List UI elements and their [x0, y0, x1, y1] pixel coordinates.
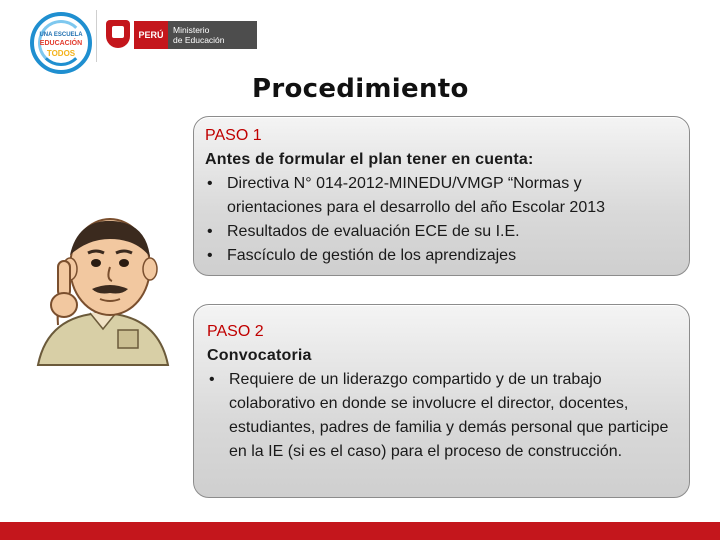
ministry-line-2: de Educación	[173, 35, 225, 45]
step-2-content	[207, 320, 675, 464]
footer-bar	[0, 522, 720, 540]
step-1-list	[205, 172, 675, 268]
step-1-content	[205, 124, 675, 268]
badge-line-1: UNA ESCUELA	[39, 32, 83, 38]
educacion-badge-logo	[30, 12, 92, 74]
teacher-character-illustration	[18, 205, 188, 375]
peru-label: PERÚ	[134, 21, 168, 49]
step-1-subtitle: Antes de formular el plan tener en cuenta:	[205, 151, 534, 168]
coat-of-arms-icon	[106, 20, 130, 48]
step-2-subtitle: Convocatoria	[207, 347, 312, 364]
step-1-item: • Resultados de evaluación ECE de su I.E.	[205, 220, 675, 244]
header-divider	[96, 10, 97, 62]
step-2-list	[207, 368, 675, 464]
step-1-label: PASO 1	[205, 127, 262, 144]
badge-line-3: TODOS	[46, 49, 76, 58]
step-1-item: • Directiva N° 014-2012-MINEDU/VMGP “Normas y orientaciones para el desarrollo del año Escolar 2013	[205, 172, 675, 220]
step-2-label: PASO 2	[207, 323, 264, 340]
ministry-label	[168, 21, 257, 49]
page-title: Procedimiento	[252, 74, 469, 104]
step-2-item: • Requiere de un liderazgo compartido y de un trabajo colaborativo en donde se involucre el director, docentes, estudiantes, padres de familia y demás personal que participe en la IE (si es el caso) para el proceso de construcción.	[207, 368, 675, 464]
step-1-item: • Fascículo de gestión de los aprendizajes	[205, 244, 675, 268]
badge-line-2: EDUCACIÓN	[39, 40, 83, 47]
ministry-line-1: Ministerio	[173, 25, 210, 35]
